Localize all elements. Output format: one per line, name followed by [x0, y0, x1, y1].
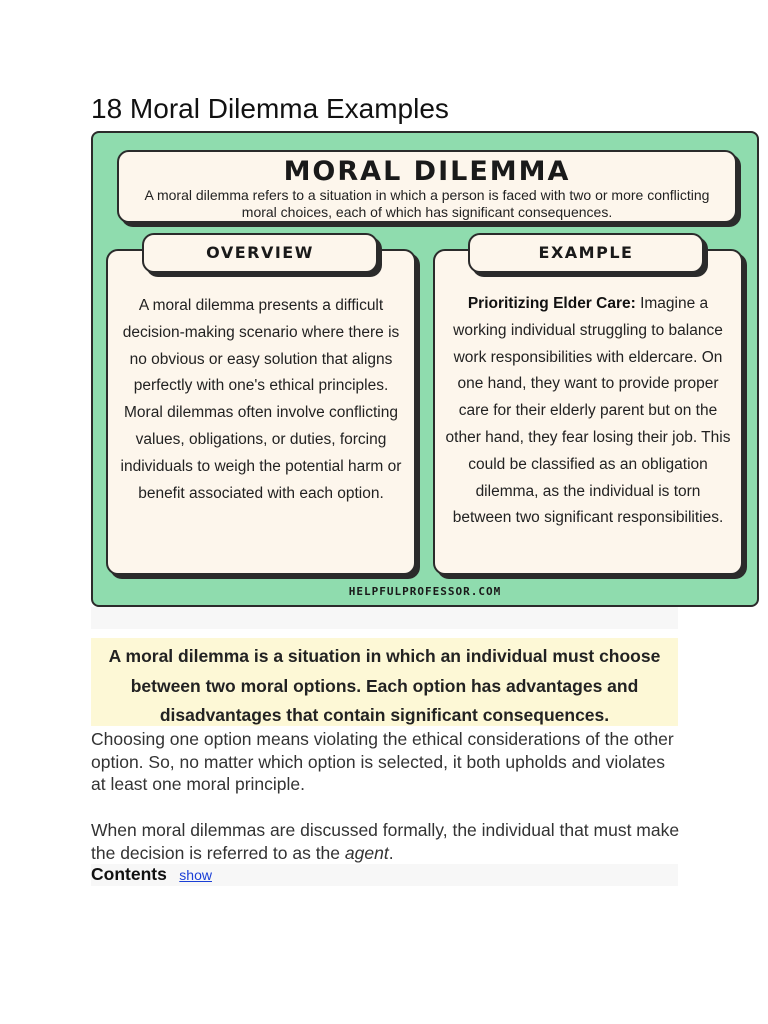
contents-label: Contents — [91, 864, 167, 884]
body-paragraph: Choosing one option means violating the ethical considerations of the other option. So, no matter which option is selected, it both upholds and violates at least one moral principle. — [91, 729, 674, 794]
example-text — [445, 291, 731, 532]
infographic-heading: MORAL DILEMMA — [283, 156, 571, 187]
definition-text: A moral dilemma refers to a situation in which a person is faced with two or more conflicting moral choices, each of which has significant consequences. — [144, 187, 710, 220]
example-lead: Prioritizing Elder Care: — [467, 295, 636, 312]
agent-term: agent — [344, 842, 389, 863]
body-paragraph-agent — [91, 819, 681, 864]
infographic — [91, 131, 759, 607]
overview-text: A moral dilemma presents a difficult decision-making scenario where there is no obvious or easy solution that aligns perfectly with one's ethical principles. Moral dilemmas often involve conflicting values, obligations, or duties, forcing individuals to weigh the potential harm or benefit associated with each option. — [120, 297, 402, 502]
paragraph-end: . — [388, 842, 394, 863]
example-panel — [433, 249, 743, 575]
overview-label: OVERVIEW — [142, 233, 378, 273]
source-credit: HELPFULPROFESSOR.COM — [348, 585, 502, 598]
highlight-box: A moral dilemma is a situation in which an individual must choose between two moral options. Each option has advantages and disadvantages that contain significant consequences. — [91, 638, 678, 726]
image-caption-strip — [91, 607, 678, 629]
definition-card — [117, 150, 737, 223]
overview-panel — [106, 249, 416, 575]
example-label: EXAMPLE — [468, 233, 704, 273]
contents-show-link[interactable]: show — [179, 867, 212, 883]
example-body: Imagine a working individual struggling to balance work responsibilities with eldercare. On one hand, they want to provide proper care for their elderly parent but on the other hand, they fear losing their job. This could be classified as an obligation dilemma, as the individual is torn between two significant responsibilities. — [445, 295, 731, 527]
table-of-contents — [91, 864, 678, 886]
paragraph-text: When moral dilemmas are discussed formally, the individual that must make the decision is referred to as the — [91, 820, 680, 863]
page-title: 18 Moral Dilemma Examples — [91, 93, 449, 124]
